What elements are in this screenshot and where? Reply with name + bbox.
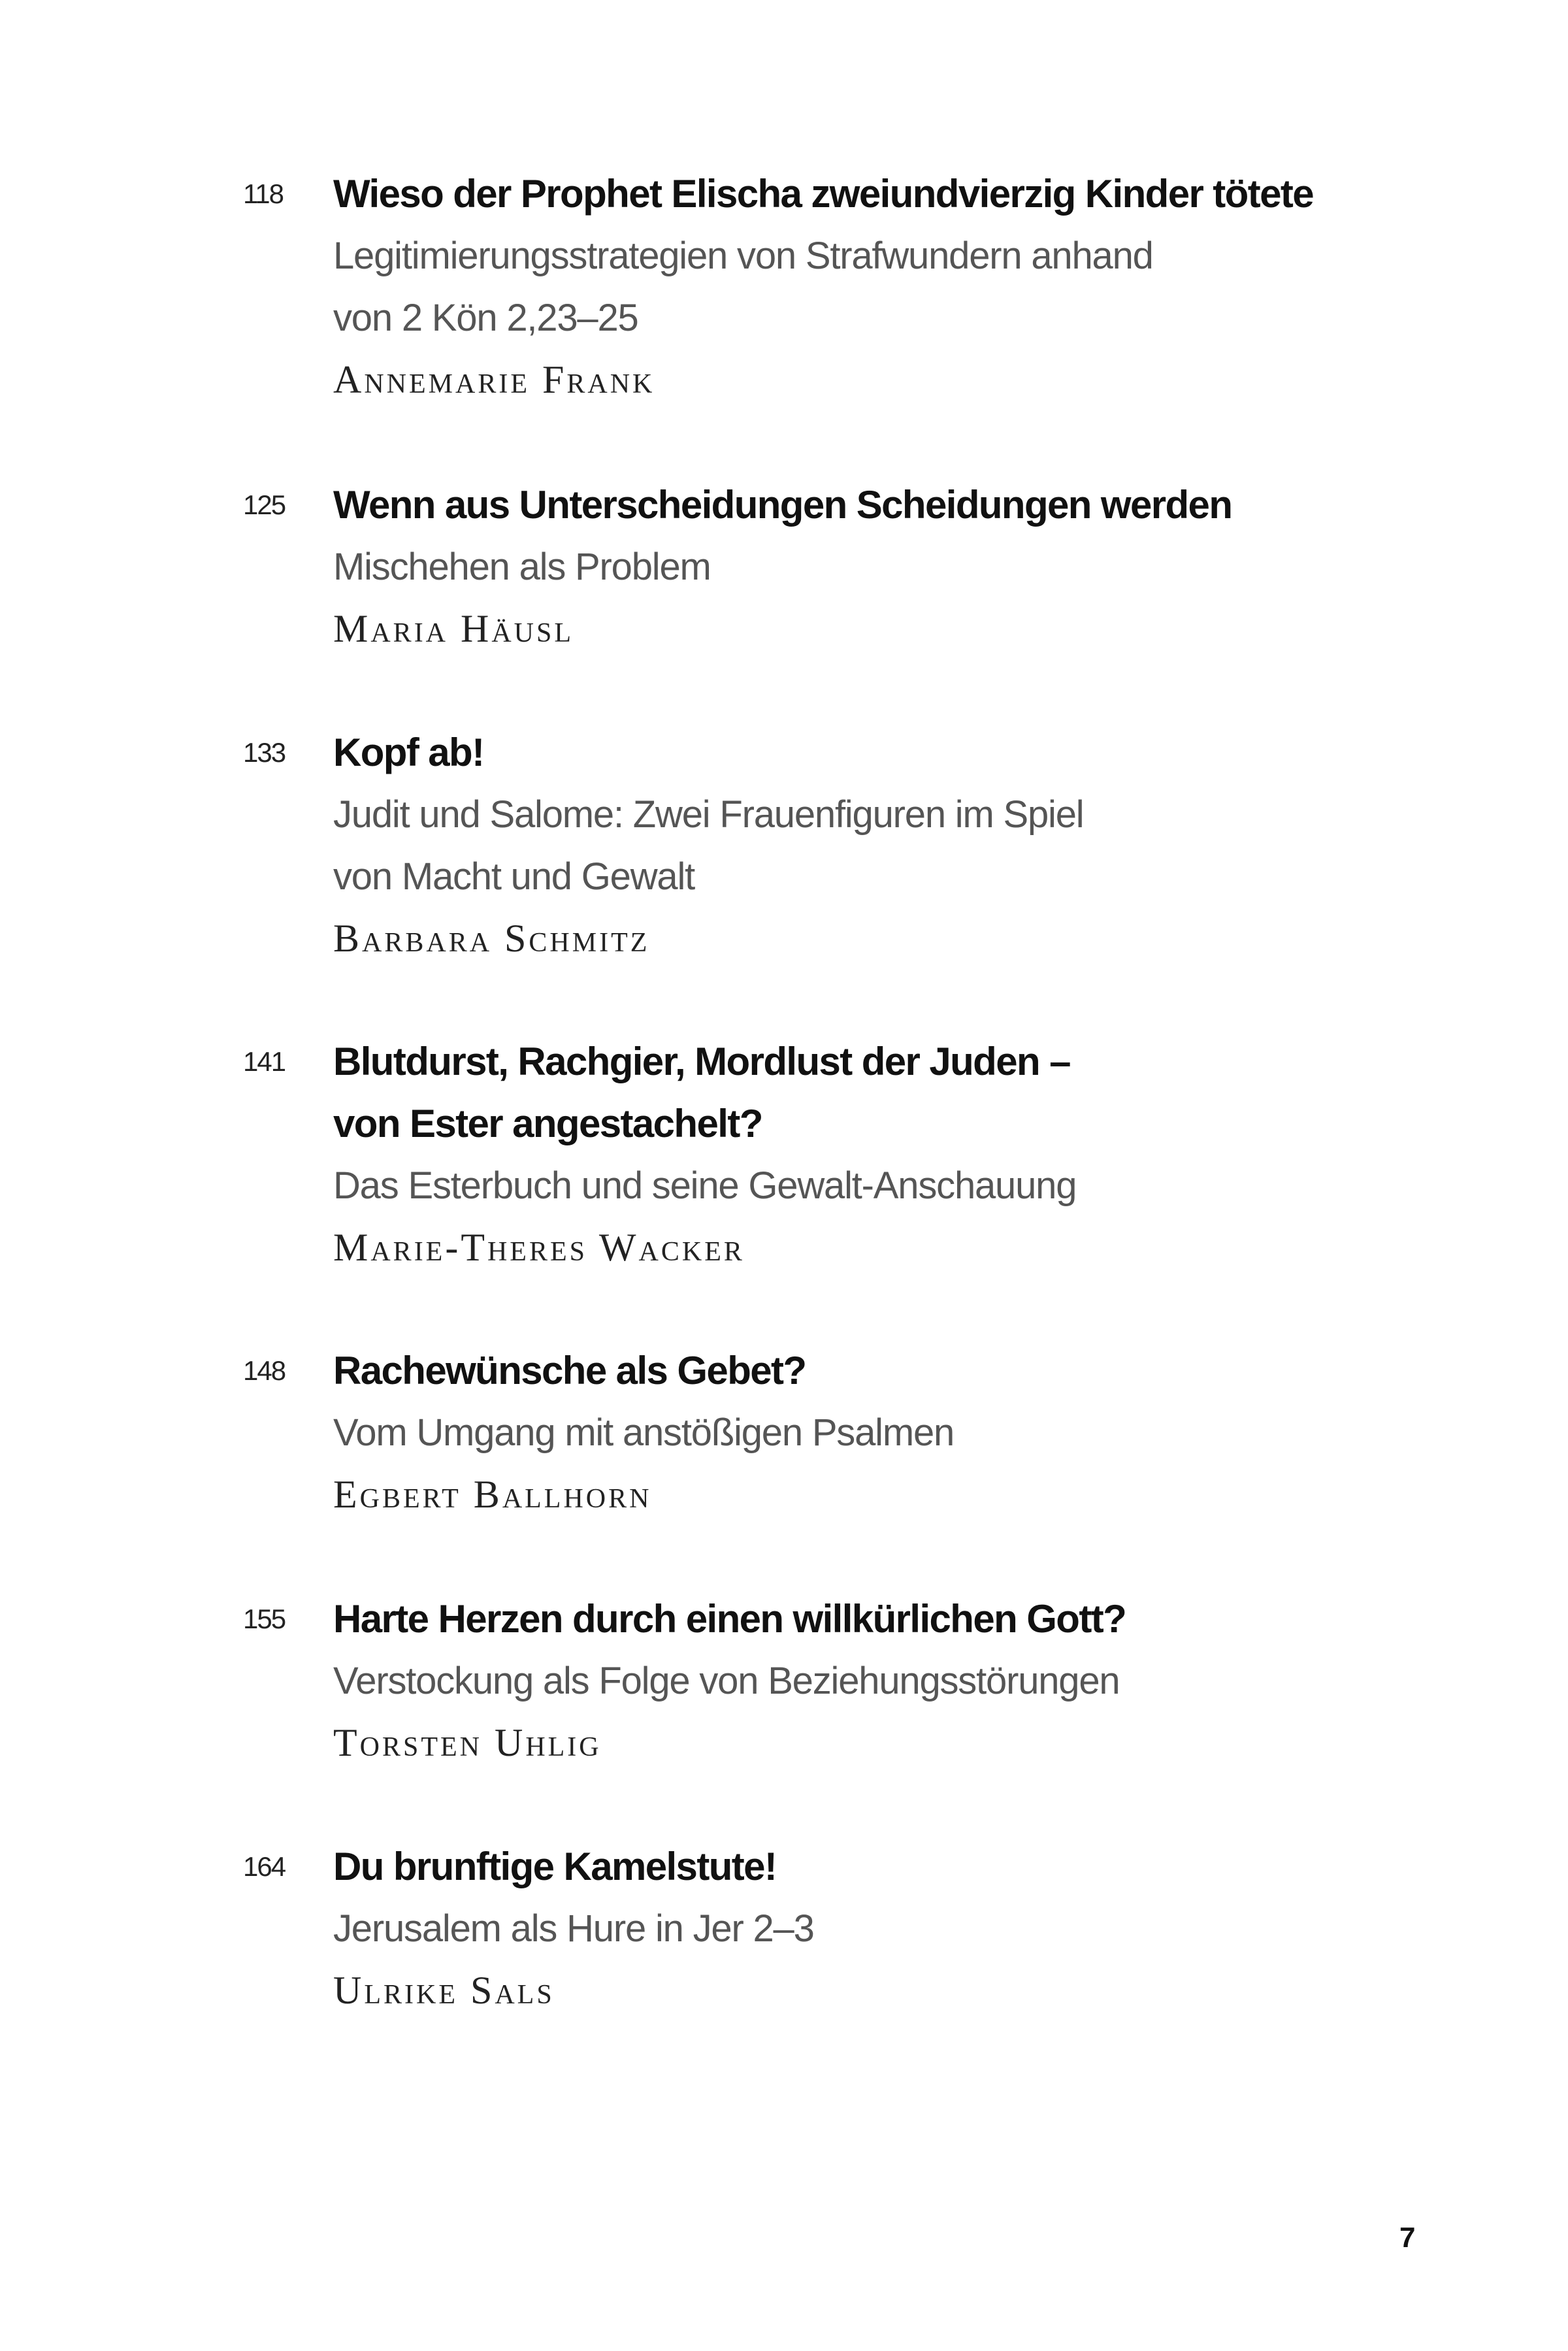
entry-author: Ulrike Sals (333, 1969, 555, 2012)
entry-subtitle: von 2 Kön 2,23–25 (333, 297, 638, 339)
entry-author: Marie-Theres Wacker (333, 1226, 745, 1269)
entry-page-number: 133 (243, 737, 286, 768)
entry-subtitle: Vom Umgang mit anstößigen Psalmen (333, 1411, 955, 1454)
entry-title: Kopf ab! (333, 731, 484, 774)
entry-subtitle: Judit und Salome: Zwei Frauenfiguren im Spiel (333, 793, 1084, 836)
entry-author: Maria Häusl (333, 607, 574, 650)
entry-title: Blutdurst, Rachgier, Mordlust der Juden – (333, 1040, 1070, 1083)
entry-author: Annemarie Frank (333, 358, 655, 401)
entry-title: Wieso der Prophet Elischa zweiundvierzig Kinder tötete (333, 172, 1314, 216)
entry-subtitle: Das Esterbuch und seine Gewalt-Anschauung (333, 1164, 1077, 1207)
entry-page-number: 148 (243, 1355, 286, 1386)
entry-page-number: 141 (243, 1046, 286, 1077)
entry-page-number: 155 (243, 1603, 286, 1634)
entry-page-number: 118 (243, 178, 283, 209)
entry-subtitle: von Macht und Gewalt (333, 855, 695, 898)
entry-subtitle: Mischehen als Problem (333, 546, 711, 588)
entry-author: Torsten Uhlig (333, 1721, 602, 1764)
entry-subtitle: Legitimierungsstrategien von Strafwundern anhand (333, 235, 1153, 277)
page-number: 7 (1399, 2222, 1416, 2254)
entry-title: Rachewünsche als Gebet? (333, 1349, 806, 1392)
entry-page-number: 125 (243, 489, 286, 520)
entry-author: Egbert Ballhorn (333, 1473, 652, 1516)
entry-title: Wenn aus Unterscheidungen Scheidungen werden (333, 483, 1232, 527)
entry-subtitle: Verstockung als Folge von Beziehungsstörungen (333, 1660, 1120, 1702)
entry-subtitle: Jerusalem als Hure in Jer 2–3 (333, 1907, 814, 1950)
entry-author: Barbara Schmitz (333, 917, 650, 960)
entry-title: Harte Herzen durch einen willkürlichen Gott? (333, 1597, 1126, 1641)
entry-title: Du brunftige Kamelstute! (333, 1845, 777, 1888)
entry-page-number: 164 (243, 1851, 286, 1882)
entry-title: von Ester angestachelt? (333, 1102, 762, 1145)
